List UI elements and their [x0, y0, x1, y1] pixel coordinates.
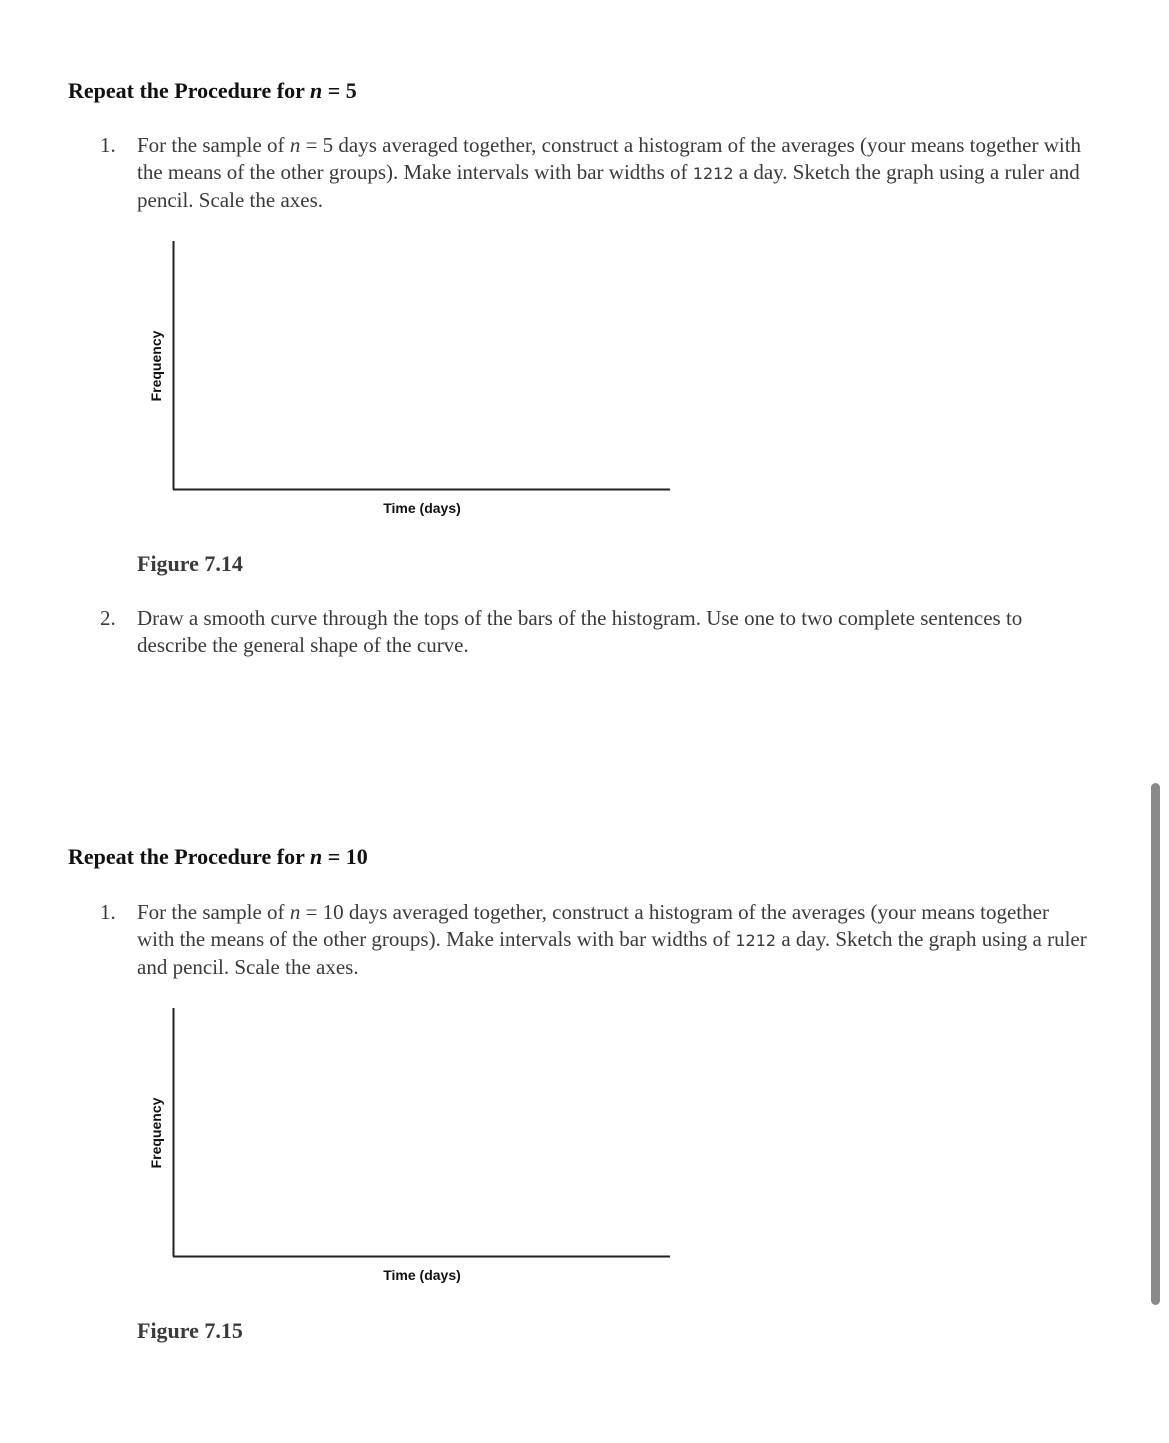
figure-caption: Figure 7.14 — [137, 551, 243, 576]
list-item — [100, 605, 1090, 658]
list-item — [100, 132, 1090, 214]
section-heading-n5: Repeat the Procedure for n = 5 — [68, 78, 357, 103]
section-heading-n10: Repeat the Procedure for n = 10 — [68, 844, 368, 869]
vertical-scrollbar[interactable] — [1151, 783, 1160, 1305]
x-axis-label: Time (days) — [383, 500, 461, 516]
item-text: Draw a smooth curve through the tops of the bars of the histogram. Use one to two complete sentences to describe the general shape of the curve. — [137, 606, 1023, 657]
item-number: 1. — [100, 900, 116, 924]
x-axis-label: Time (days) — [383, 1267, 461, 1283]
histogram-frame-n5 — [140, 235, 680, 525]
figure-caption: Figure 7.15 — [137, 1318, 243, 1343]
histogram-frame-n10 — [140, 1002, 680, 1292]
y-axis-label: Frequency — [148, 330, 164, 402]
item-text: For the sample of n = 10 days averaged together, construct a histogram of the averages (your means together with the means of the other groups). Make intervals with bar widths of 1212 a day. Sketch the graph using a ruler and pencil. Scale the axes. — [137, 900, 1087, 979]
item-number: 1. — [100, 133, 116, 157]
item-text: For the sample of n = 5 days averaged together, construct a histogram of the averages (your means together with the means of the other groups). Make intervals with bar widths of 1212 a day. Sketch the graph using a ruler and pencil. Scale the axes. — [137, 133, 1082, 212]
item-number: 2. — [100, 606, 116, 630]
list-item — [100, 899, 1090, 981]
y-axis-label: Frequency — [148, 1097, 164, 1169]
